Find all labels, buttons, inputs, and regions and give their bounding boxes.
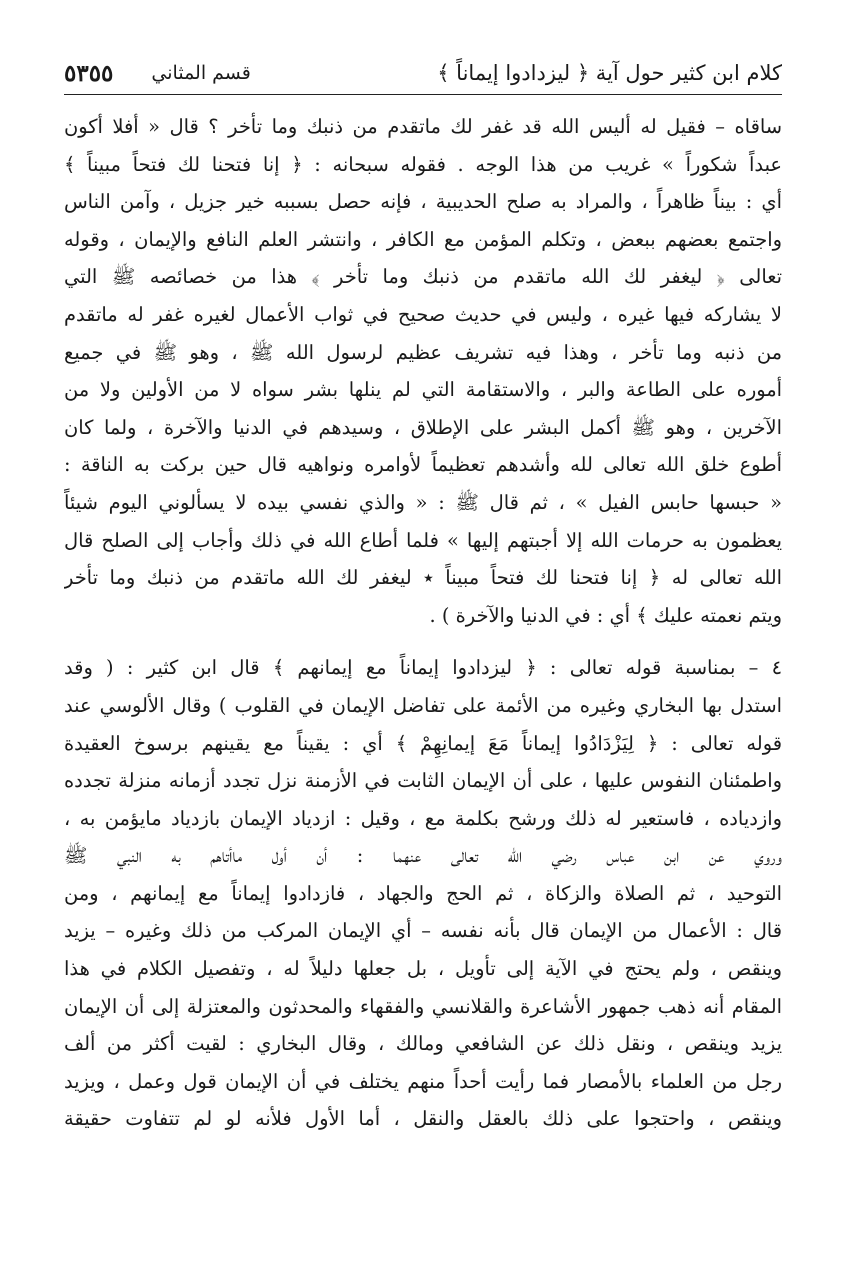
text-line: ساقاه – فقيل له أليس الله قد غفر لك ماتقدم من ذنبك وما تأخر ؟ قال « أفلا أكون: [64, 115, 782, 138]
text-line: يزيد وينقص ، ونقل ذلك عن الشافعي ومالك ، وقال البخاري : لقيت أكثر من ألف: [64, 1032, 782, 1056]
paragraph-1: [64, 108, 782, 634]
text-line: تعالى ﴿ ليغفر لك الله ماتقدم من ذنبك وما تأخر ﴾ هذا من خصائصه ﷺ التي: [64, 265, 782, 289]
text-line: أموره على الطاعة والبر ، والاستقامة التي لم ينلها بشر سواه لا من الأولين ولا من: [64, 378, 782, 402]
paragraph-2: [64, 649, 782, 1138]
page-number: ٥٣٥٥: [64, 59, 114, 87]
text-line: الله تعالى له ﴿ إنا فتحنا لك فتحاً مبيناً ٭ ليغفر لك الله ماتقدم من ذنبك وما تأخر: [64, 566, 782, 590]
text-line: رجل من العلماء بالأمصار فما رأيت أحداً منهم يختلف في أن الإيمان قول وعمل ، ويزيد: [64, 1069, 782, 1093]
page-body: [64, 108, 782, 1138]
text-line: التوحيد ، ثم الصلاة والزكاة ، ثم الحج والجهاد ، فازدادوا إيماناً مع إيمانهم ، ومن: [64, 881, 782, 905]
text-line: واطمئنان النفوس عليها ، على أن الإيمان الثابت في الأزمنة نزل تجدد أزمانه منزلة تجدده: [64, 769, 782, 793]
text-line: قال : الأعمال من الإيمان قال بأنه نفسه – أي الإيمان المركب من ذلك وغيره – يزيد: [64, 919, 782, 943]
text-line: من ذنبه وما تأخر ، وهذا فيه تشريف عظيم لرسول الله ﷺ ، وهو ﷺ في جميع: [64, 340, 782, 364]
text-line: وروي عن ابن عباس رضي الله تعالى عنهما : أن أول ماأتاهم به النبي ﷺ: [64, 844, 782, 868]
chapter-title: كلام ابن كثير حول آية ﴿ ليزدادوا إيماناً ﴾: [437, 61, 782, 85]
text-line: ويتم نعمته عليك ﴾ أي : في الدنيا والآخرة ) .: [429, 603, 782, 627]
text-line: قوله تعالى : ﴿ لِيَزْدَادُوا إيماناً مَعَ إيمانِهِمْ ﴾ أي : يقيناً مع يقينهم برسوخ العقيدة: [64, 731, 782, 755]
running-header: [64, 52, 782, 95]
text-line: « حبسها حابس الفيل » ، ثم قال ﷺ : « والذي نفسي بيده لا يسألوني اليوم شيئاً: [64, 490, 782, 514]
text-line: واجتمع بعضهم ببعض ، وتكلم المؤمن مع الكافر ، وانتشر العلم النافع والإيمان ، وقوله: [64, 227, 782, 251]
text-line: وينقص ، ولم يحتج في الآية إلى تأويل ، بل جعلها دليلاً له ، وتفصيل الكلام في هذا: [64, 957, 782, 981]
text-line: أطوع خلق الله تعالى لله وأشدهم تعظيماً لأوامره ونواهيه قال حين بركت به الناقة :: [64, 453, 782, 477]
text-line: ٤ – بمناسبة قوله تعالى : ﴿ ليزدادوا إيماناً مع إيمانهم ﴾ قال ابن كثير : ( وقد: [64, 656, 782, 680]
text-line: الآخرين ، وهو ﷺ أكمل البشر على الإطلاق ، وسيدهم في الدنيا والآخرة ، ولما كان: [64, 415, 782, 439]
text-line: استدل بها البخاري وغيره من الأئمة على تفاضل الإيمان في القلوب ) وقال الألوسي عند: [64, 693, 782, 717]
text-line: عبداً شكوراً » غريب من هذا الوجه . فقوله سبحانه : ﴿ إنا فتحنا لك فتحاً مبيناً ﴾: [64, 152, 782, 176]
text-line: وازدياده ، فاستعير له ذلك ورشح بكلمة مع ، وقيل : ازدياد الإيمان بازدياد مايؤمن به ،: [64, 806, 782, 830]
section-name: قسم المثاني: [151, 62, 251, 84]
text-line: وينقص ، واحتجوا على ذلك بالعقل والنقل ، أما الأول فلأنه لو لم تتفاوت حقيقة: [64, 1107, 782, 1131]
header-left-group: [64, 60, 251, 87]
text-line: أي : بيناً ظاهراً ، والمراد به صلح الحديبية ، فإنه حصل بسببه خير جزيل ، وآمن الناس: [64, 190, 782, 214]
text-line: لا يشاركه فيها غيره ، وليس في حديث صحيح في ثواب الأعمال لغيره غفر له ماتقدم: [64, 302, 782, 326]
text-line: يعظمون به حرمات الله إلا أجبتهم إليها » فلما أطاع الله في ذلك وأجاب إلى الصلح قال: [64, 528, 782, 552]
text-line: المقام أنه ذهب جمهور الأشاعرة والقلانسي والفقهاء والمحدثون والمعتزلة إلى أن الإيمان: [64, 994, 782, 1018]
